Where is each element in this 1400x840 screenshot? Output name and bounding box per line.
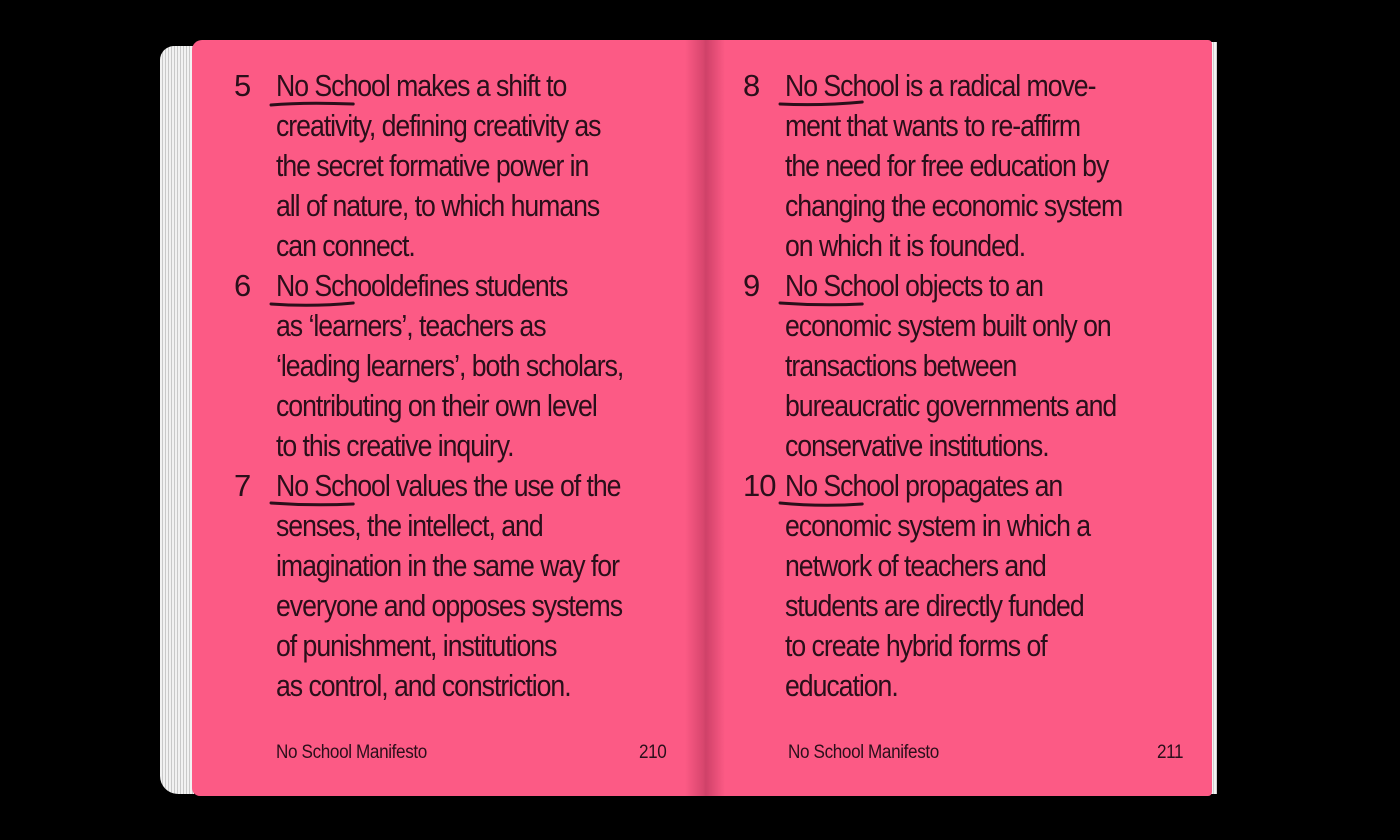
manifesto-item	[234, 66, 680, 266]
item-line: economic system built only on	[785, 308, 1111, 343]
page-edges-left	[160, 46, 194, 794]
underlined-phrase: No School	[785, 468, 899, 503]
item-line: can connect.	[276, 228, 415, 263]
item-line: economic system in which a	[785, 508, 1091, 543]
item-line: the secret formative power in	[276, 148, 589, 183]
item-line: ‘leading learners’, both scholars,	[276, 348, 624, 383]
page-number: 210	[639, 742, 667, 763]
item-line: senses, the intellect, and	[276, 508, 543, 543]
left-page-items	[234, 66, 680, 706]
item-number: 10	[743, 468, 776, 503]
item-line: network of teachers and	[785, 548, 1046, 583]
manifesto-item	[743, 66, 1177, 266]
item-line: students are directly funded	[785, 588, 1084, 623]
item-line: No School values the use of the	[276, 466, 623, 506]
item-line: on which it is founded.	[785, 228, 1026, 263]
item-line: all of nature, to which humans	[276, 188, 600, 223]
item-line: as ‘learners’, teachers as	[276, 308, 546, 343]
page-number: 211	[1157, 742, 1184, 763]
item-line: transactions between	[785, 348, 1017, 383]
item-line: changing the economic system	[785, 188, 1123, 223]
item-line: everyone and opposes systems	[276, 588, 623, 623]
underlined-phrase: No School	[276, 468, 390, 503]
manifesto-item	[743, 466, 1177, 706]
item-line: to create hybrid forms of	[785, 628, 1047, 663]
item-line: education.	[785, 668, 898, 703]
book-gutter	[685, 40, 725, 796]
item-line: No School propagates an	[785, 466, 1122, 506]
item-number: 6	[234, 268, 251, 303]
right-page-items	[743, 66, 1177, 706]
item-number: 8	[743, 68, 760, 103]
item-number: 7	[234, 468, 251, 503]
item-line: as control, and constriction.	[276, 668, 571, 703]
underlined-phrase: No School	[785, 268, 899, 303]
manifesto-item	[234, 466, 680, 706]
item-line: No School is a radical move-	[785, 66, 1122, 106]
item-line: contributing on their own level	[276, 388, 597, 423]
manifesto-item	[234, 266, 680, 466]
item-line: bureaucratic governments and	[785, 388, 1117, 423]
underlined-phrase: No School	[276, 268, 390, 303]
item-line: to this creative inquiry.	[276, 428, 514, 463]
item-line: of punishment, institutions	[276, 628, 557, 663]
underlined-phrase: No School	[785, 68, 899, 103]
item-line: imagination in the same way for	[276, 548, 619, 583]
footer-title: No School Manifesto	[276, 742, 427, 763]
item-line: No School defines students	[276, 266, 623, 306]
item-line: conservative institutions.	[785, 428, 1049, 463]
item-line: No School makes a shift to	[276, 66, 623, 106]
manifesto-item	[743, 266, 1177, 466]
item-number: 9	[743, 268, 760, 303]
footer-title: No School Manifesto	[788, 742, 939, 763]
item-line: the need for free education by	[785, 148, 1109, 183]
item-line: creativity, defining creativity as	[276, 108, 601, 143]
item-number: 5	[234, 68, 251, 103]
item-line: No School objects to an	[785, 266, 1122, 306]
item-line: ment that wants to re-affirm	[785, 108, 1081, 143]
underlined-phrase: No School	[276, 68, 390, 103]
